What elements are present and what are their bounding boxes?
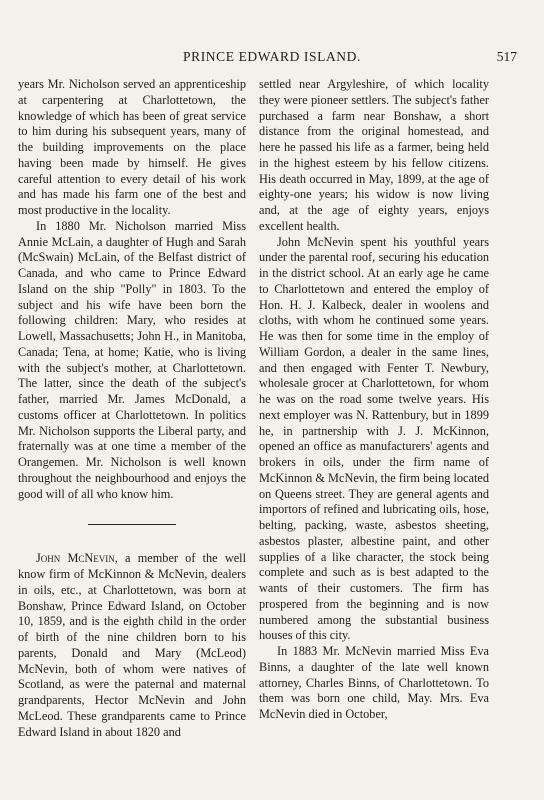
paragraph: settled near Argyleshire, of which locality they were pioneer settlers. The subject's father purchased a farm near Bonshaw, a short distance from the original homestead, and here he passed his life as a farmer, being held in the highest esteem by his fellow citizens. His death occurred in May, 1899, at the age of eighty-one years; his widow is now living and, at the age of eighty years, enjoys excellent health. xyxy=(259,77,489,233)
paragraph: In 1883 Mr. McNevin married Miss Eva Binns, a daughter of the late well known attorney, Charles Binns, of Charlottetown. To them was born one child, May. Mrs. Eva McNevin died in October, xyxy=(259,644,489,721)
paragraph: John McNevin spent his youthful years under the parental roof, securing his education in the district school. At an early age he came to Charlottetown and entered the employ of Hon. H. J. Kalbeck, dealer in woolens and cloths, with whom he continued some years. He was then for some time in the employ of William Gordon, a dealer in the same lines, and then engaged with Fenter T. Newbury, wholesale grocer at Charlottetown, for whom he was on the road some twelve years. His next employer was N. Rattenbury, but in 1899 he, in partnership with J. J. McKinnon, opened an office as manufacturers' agents and brokers in oils, under the firm name of McKinnon & McNevin, the firm being located on Queens street. They are general agents and importors of refined and lubricating oils, hose, belting, packing, waste, asbestos sheeting, asbestos plaster, albestine paint, and other supplies of a like character, the stock being complete and such as is best adapted to the wants of their customers. The firm has prospered from the beginning and is now numbered among the substantial business houses of this city. xyxy=(259,234,489,643)
subject-name: John McNevin xyxy=(36,551,115,566)
paragraph: years Mr. Nicholson served an apprenticeship at carpentering at Charlottetown, the knowledge of which has been of great service to him during his subsequent years, many of the building improvements on the place having been made by himself. He gives careful attention to every detail of his work and has made his farm one of the best and most productive in the locality. xyxy=(18,77,246,217)
page-header xyxy=(0,49,544,69)
left-column xyxy=(18,77,246,740)
paragraph: In 1880 Mr. Nicholson married Miss Annie McLain, a daughter of Hugh and Sarah (McSwain) McLain, of the Belfast district of Canada, and who came to Prince Edward Island on the ship "Polly" in 1803. To the subject and his wife have been born the following children: Mary, who resides at Lowell, Massachusetts; John H., in Manitoba, Canada; Tena, at home; Katie, who is living with the subject's mother, at Charlottetown. The latter, since the death of the subject's father, married Mr. James McDonald, a customs officer at Charlottetown. In politics Mr. Nicholson supports the Liberal party, and fraternally was at one time a member of the Orangemen. Mr. Nicholson is well known throughout the neighbourhood and enjoys the good will of all who know him. xyxy=(18,218,246,501)
right-column xyxy=(259,77,489,723)
section-divider xyxy=(88,524,176,525)
page-number: 517 xyxy=(496,49,517,64)
paragraph xyxy=(18,551,246,740)
running-head: PRINCE EDWARD ISLAND. xyxy=(183,49,361,64)
paragraph-text: , a member of the well know firm of McKinnon & McNevin, dealers in oils, etc., at Charlottetown, was born at Bonshaw, Prince Edward Island, on October 10, 1859, and is the eighth child in the order of birth of the nine children born to his parents, Donald and Mary (McLeod) McNevin, both of whom were natives of Scotland, as were the paternal and maternal grandparents, Hector McNevin and John McLeod. These grandparents came to Prince Edward Island in about 1820 and xyxy=(18,551,246,739)
